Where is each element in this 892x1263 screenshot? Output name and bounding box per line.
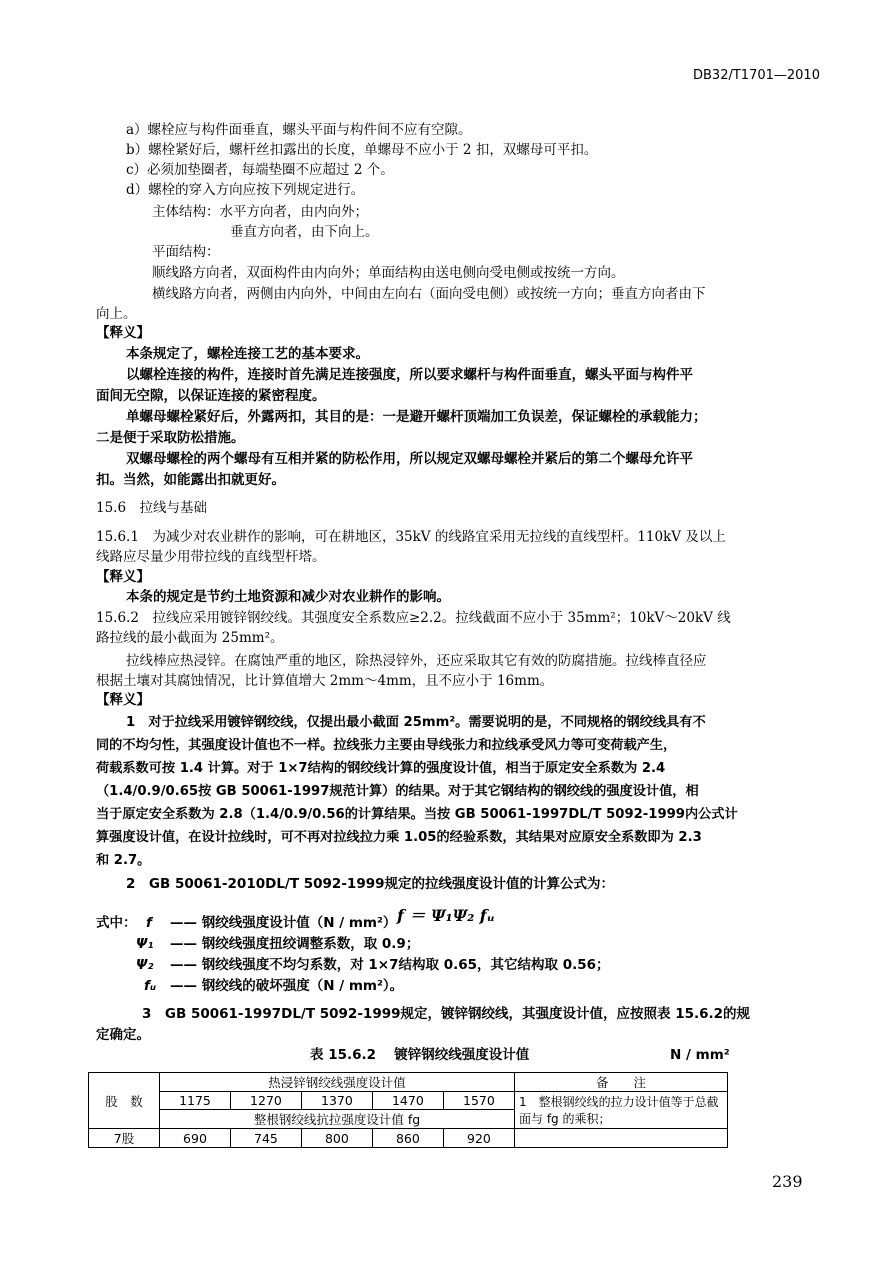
- paragraph-3: 3 GB 50061-1997DL/T 5092-1999规定，镀锌钢绞线，其强度设计值，应按照表 15.6.2的规: [142, 1006, 751, 1022]
- header-strand-count: 股 数: [89, 1073, 160, 1129]
- explanation-3-line-4: （1.4/0.9/0.65按 GB 50061-1997规范计算）的结果。对于其它钢结构的钢绞线的强度设计值，相: [96, 784, 699, 799]
- explanation-2: 本条的规定是节约土地资源和减少对农业耕作的影响。: [126, 589, 450, 605]
- symbol-fu-desc: —— 钢绞线的破坏强度（N / mm²）。: [170, 978, 404, 994]
- grade-cell: 1470: [372, 1092, 443, 1110]
- value-cell: 800: [301, 1129, 372, 1148]
- plane-structure: 平面结构：: [152, 244, 220, 260]
- value-cell: 920: [443, 1129, 514, 1148]
- remark-cell: 1 整根钢绞线的拉力设计值等于总截面与 fg 的乘积；: [515, 1092, 728, 1129]
- main-structure-2: 垂直方向者，由下向上。: [230, 224, 379, 240]
- page-number: 239: [772, 1172, 803, 1191]
- item-b: b）螺栓紧好后，螺杆丝扣露出的长度，单螺母不应小于 2 扣，双螺母可平扣。: [126, 142, 598, 158]
- table-row: [89, 1092, 728, 1110]
- explanation-1-line-3: 面间无空隙，以保证连接的紧密程度。: [96, 388, 326, 404]
- explanation-1-line-6: 双螺母螺栓的两个螺母有互相并紧的防松作用，所以规定双螺母螺栓并紧后的第二个螺母允许平: [126, 451, 693, 467]
- explanation-1-line-2: 以螺栓连接的构件，连接时首先满足连接强度，所以要求螺杆与构件面垂直，螺头平面与构件平: [126, 367, 693, 383]
- plane-rule-2-cont: 向上。: [96, 306, 137, 322]
- value-cell: 745: [230, 1129, 301, 1148]
- symbol-f-desc: —— 钢绞线强度设计值（N / mm²）: [170, 915, 397, 931]
- header-remark: 备 注: [515, 1073, 728, 1092]
- table-row: [89, 1073, 728, 1092]
- clause-15-6-2-para2-cont: 根据土壤对其腐蚀情况，比计算值增大 2mm～4mm，且不应小于 16mm。: [96, 673, 554, 689]
- explanation-1-line-5: 二是便于采取防松措施。: [96, 430, 245, 446]
- strength-table: [88, 1072, 728, 1148]
- row-label: 7股: [89, 1129, 160, 1148]
- section-heading: 15.6 拉线与基础: [96, 500, 208, 516]
- explanation-3-line-7: 和 2.7。: [96, 853, 151, 868]
- plane-rule-1: 顺线路方向者，双面构件由内向外；单面结构由送电侧向受电侧或按统一方向。: [152, 265, 625, 281]
- paragraph-3-cont: 定确定。: [96, 1027, 150, 1043]
- grade-cell: 1370: [301, 1092, 372, 1110]
- document-id: DB32/T1701—2010: [693, 68, 820, 83]
- plane-rule-2: 横线路方向者，两侧由内向外，中间由左向右（面向受电侧）或按统一方向；垂直方向者由下: [152, 286, 706, 302]
- value-cell: 860: [372, 1129, 443, 1148]
- table-row: [89, 1129, 728, 1148]
- header-galvanized: 热浸锌钢绞线强度设计值: [160, 1073, 515, 1092]
- item-c: c）必须加垫圈者，每端垫圈不应超过 2 个。: [126, 162, 394, 178]
- symbol-psi1-desc: —— 钢绞线强度扭绞调整系数，取 0.9；: [170, 936, 420, 952]
- explanation-label-2: 【释义】: [96, 569, 150, 585]
- item-d: d）螺栓的穿入方向应按下列规定进行。: [126, 182, 365, 198]
- clause-15-6-2-cont: 路拉线的最小截面为 25mm²。: [96, 630, 284, 646]
- explanation-3-line-5: 当于原定安全系数为 2.8（1.4/0.9/0.56的计算结果。当按 GB 50061-1997DL/T 5092-1999内公式计: [96, 807, 738, 822]
- value-cell: 690: [160, 1129, 231, 1148]
- explanation-3-line-6: 算强度设计值，在设计拉线时，可不再对拉线拉力乘 1.05的经验系数，其结果对应原安全系数即为 2.3: [96, 830, 702, 845]
- explanation-3-line-2: 同的不均匀性，其强度设计值也不一样。拉线张力主要由导线张力和拉线承受风力等可变荷载产生，: [96, 738, 677, 753]
- symbol-f: f: [146, 915, 152, 931]
- paragraph-2: 2 GB 50061-2010DL/T 5092-1999规定的拉线强度设计值的计算公式为：: [126, 876, 615, 892]
- clause-15-6-2-para2: 拉线棒应热浸锌。在腐蚀严重的地区，除热浸锌外，还应采取其它有效的防腐措施。拉线棒直径应: [126, 653, 707, 669]
- explanation-3-line-1: 1 对于拉线采用镀锌钢绞线，仅提出最小截面 25mm²。需要说明的是，不同规格的钢绞线具有不: [126, 715, 706, 730]
- grade-cell: 1175: [160, 1092, 231, 1110]
- strength-formula: f ＝ Ψ₁Ψ₂ fᵤ: [396, 906, 496, 925]
- grade-cell: 1270: [230, 1092, 301, 1110]
- symbol-psi2: Ψ₂: [136, 957, 154, 973]
- clause-15-6-1-cont: 线路应尽量少用带拉线的直线型杆塔。: [96, 549, 326, 565]
- clause-15-6-1: 15.6.1 为减少对农业耕作的影响，可在耕地区，35kV 的线路宜采用无拉线的直线型杆。110kV 及以上: [96, 529, 726, 545]
- explanation-1-line-1: 本条规定了，螺栓连接工艺的基本要求。: [126, 346, 369, 362]
- grade-cell: 1570: [443, 1092, 514, 1110]
- symbol-fu: fᵤ: [144, 978, 157, 994]
- symbol-psi1: Ψ₁: [136, 936, 154, 952]
- explanation-1-line-7: 扣。当然，如能露出扣就更好。: [96, 472, 285, 488]
- explanation-1-line-4: 单螺母螺栓紧好后，外露两扣，其目的是：一是避开螺杆顶端加工负误差，保证螺栓的承载能力；: [126, 409, 707, 425]
- symbol-psi2-desc: —— 钢绞线强度不均匀系数，对 1×7结构取 0.65，其它结构取 0.56；: [170, 957, 610, 973]
- explanation-label-1: 【释义】: [96, 325, 150, 341]
- explanation-label-3: 【释义】: [96, 692, 150, 708]
- header-whole-strand: 整根钢绞线抗拉强度设计值 fg: [160, 1110, 515, 1129]
- table-unit: N / mm²: [670, 1047, 730, 1063]
- explanation-3-line-3: 荷载系数可按 1.4 计算。对于 1×7结构的钢绞线计算的强度设计值，相当于原定安全系数为 2.4: [96, 761, 666, 776]
- clause-15-6-2: 15.6.2 拉线应采用镀锌钢绞线。其强度安全系数应≥2.2。拉线截面不应小于 35mm²；10kV～20kV 线: [96, 610, 731, 626]
- empty-cell: [515, 1129, 728, 1148]
- main-structure-1: 主体结构：水平方向者，由内向外；: [152, 204, 368, 220]
- where-label: 式中：: [96, 915, 137, 931]
- table-caption: 表 15.6.2 镀锌钢绞线强度设计值: [310, 1047, 530, 1063]
- item-a: a）螺栓应与构件面垂直，螺头平面与构件间不应有空隙。: [126, 122, 472, 138]
